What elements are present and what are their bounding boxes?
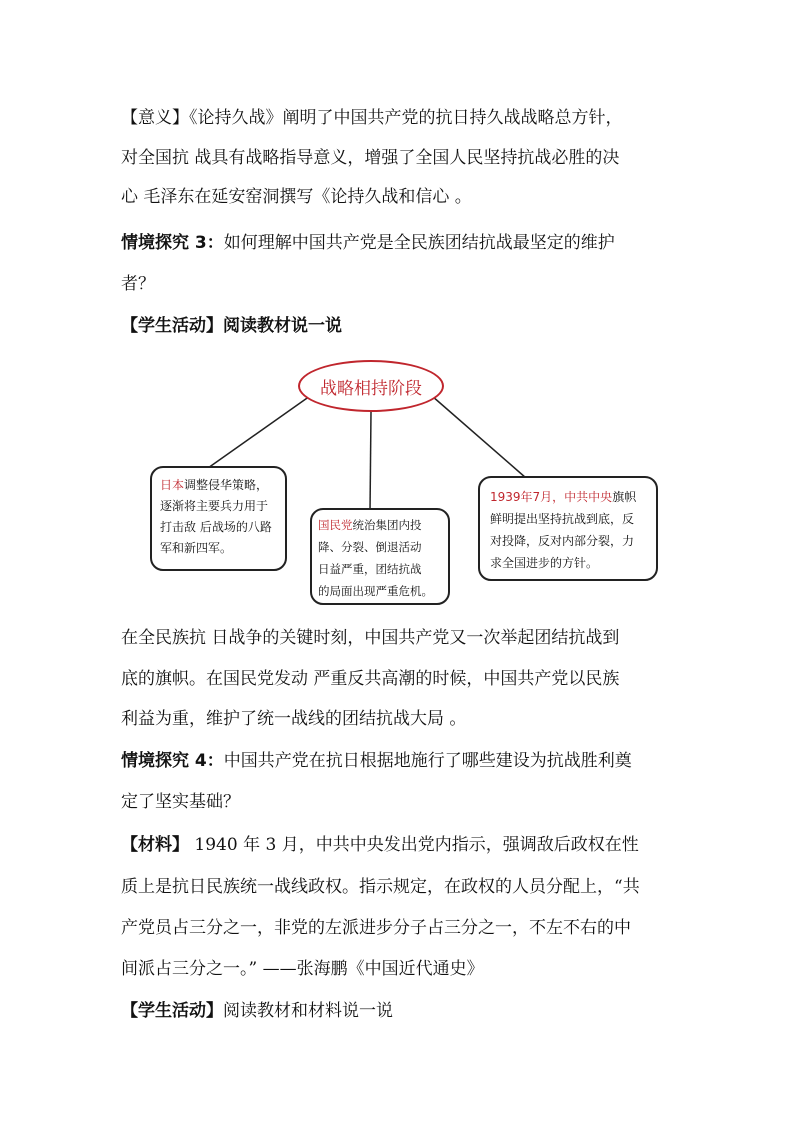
node-japan-line-4: 军和新四军。 [160,541,233,555]
diagram-node-ccp [478,476,658,581]
diagram-center-node [298,360,444,412]
question-4-line-1 [121,749,632,773]
node-kmt-text-1: 统治集团内投 [352,518,422,532]
material-line-2: 质上是抗日民族统一战线政权。指示规定，在政权的人员分配上，“共 [121,877,640,897]
question-3-line-2: 者？ [121,274,155,294]
material-label: 【材料】 [121,835,189,855]
node-ccp-line-3: 对投降，反对内部分裂，力 [490,534,635,548]
node-japan-text-1: 调整侵华策略， [184,478,269,492]
activity-2-heading [121,999,393,1023]
question-4-text: 中国共产党在抗日根据地施行了哪些建设为抗战胜利奠 [223,751,632,771]
activity-1-text: 阅读教材说一说 [223,316,342,336]
node-ccp-highlight: 1939年7月，中共中央 [490,490,613,504]
diagram-node-kmt [310,508,450,605]
node-ccp-line-4: 求全国进步的方针。 [490,556,599,570]
node-japan-line-2: 逐渐将主要兵力用于 [160,499,269,513]
node-kmt-line-3: 日益严重，团结抗战 [318,562,422,576]
question-4-label: 情境探究 4： [121,751,224,771]
stalemate-stage-diagram [148,360,668,615]
diagram-center-label: 战略相持阶段 [320,378,422,399]
node-ccp-line-2: 鲜明提出坚持抗战到底，反 [490,512,635,526]
analysis-line-1: 在全民族抗 日战争的关键时刻，中国共产党又一次举起团结抗战到 [121,628,620,648]
material-line-1 [121,833,639,857]
node-japan-highlight: 日本 [160,478,185,492]
node-kmt-line-4: 的局面出现严重危机。 [318,584,433,598]
material-line-3: 产党员占三分之一，非党的左派进步分子占三分之一，不左不右的中 [121,918,631,938]
node-ccp-text-1: 旗帜 [612,490,637,504]
meaning-line-2: 对全国抗 战具有战略指导意义，增强了全国人民坚持抗战必胜的决 [121,148,620,168]
node-kmt-line-2: 降、分裂、倒退活动 [318,540,422,554]
node-kmt-highlight: 国民党 [318,518,353,532]
meaning-line-1: 【意义】《论持久战》阐明了中国共产党的抗日持久战战略总方针， [121,108,623,128]
question-4-line-2: 定了坚实基础？ [121,792,240,812]
meaning-line-3: 心 毛泽东在延安窑洞撰写《论持久战和信心 。 [121,187,472,207]
question-3-text: 如何理解中国共产党是全民族团结抗战最坚定的维护 [223,233,615,253]
activity-1-label: 【学生活动】 [121,316,223,336]
connector-right [432,396,526,478]
question-3-label: 情境探究 3： [121,233,224,253]
analysis-line-2: 底的旗帜。在国民党发动 严重反共高潮的时候，中国共产党以民族 [121,669,620,689]
activity-2-text: 阅读教材和材料说一说 [223,1001,393,1021]
question-3-line-1 [121,231,615,255]
connector-middle [370,412,371,512]
analysis-line-3: 利益为重，维护了统一战线的团结抗战大局 。 [121,709,467,729]
node-japan-line-3: 打击敌 后战场的八路 [160,520,272,534]
diagram-node-japan [150,466,287,571]
material-line-4: 间派占三分之一。” ——张海鹏《中国近代通史》 [121,959,484,979]
activity-1-heading [121,314,342,338]
material-text-1: 1940 年 3 月，中共中央发出党内指示，强调敌后政权在性 [189,835,639,855]
activity-2-label: 【学生活动】 [121,1001,223,1021]
connector-left [208,396,310,468]
